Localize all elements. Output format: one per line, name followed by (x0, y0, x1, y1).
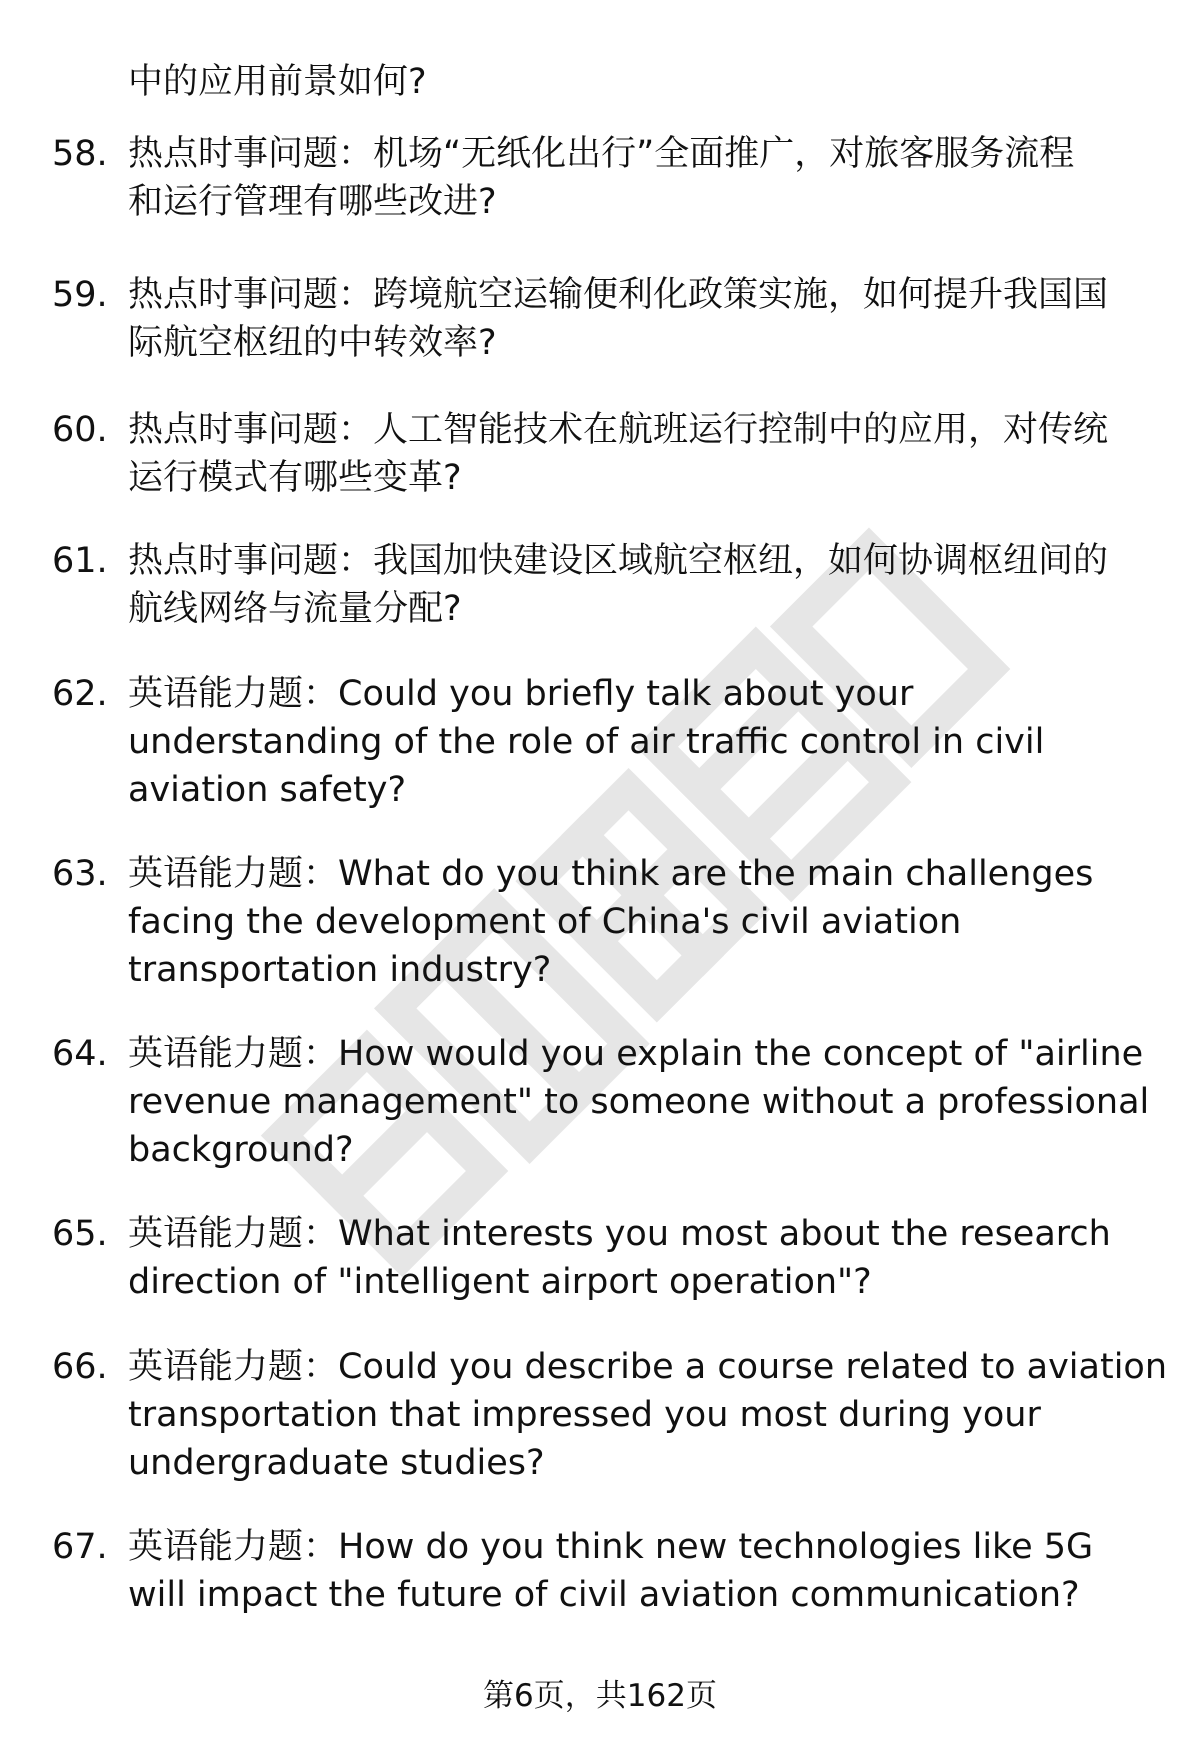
question-text: 热点时事问题：我国加快建设区域航空枢纽，如何协调枢纽间的 航线网络与流量分配? (128, 541, 1109, 629)
question-text: 英语能力题：What interests you most about the research direction of "intelligent airport operation"? (128, 1214, 1111, 1302)
question-number: 66. (52, 1347, 108, 1387)
question-number: 62. (52, 674, 108, 714)
question-text: 热点时事问题：机场“无纸化出行”全面推广，对旅客服务流程 和运行管理有哪些改进? (128, 134, 1075, 222)
question-number: 58. (52, 134, 108, 174)
question-text: 英语能力题：How do you think new technologies like 5G will impact the future of civil aviation communication? (128, 1527, 1094, 1615)
question-number: 63. (52, 854, 108, 894)
question-number: 59. (52, 275, 108, 315)
question-text: 热点时事问题：跨境航空运输便利化政策实施，如何提升我国国 际航空枢纽的中转效率? (128, 275, 1109, 363)
question-number: 67. (52, 1527, 108, 1567)
question-number: 64. (52, 1034, 108, 1074)
question-number: 60. (52, 410, 108, 450)
continuation-text: 中的应用前景如何? (128, 62, 427, 102)
question-text: 英语能力题：What do you think are the main challenges facing the development of China's civil aviation transportation industry? (128, 854, 1094, 990)
question-text: 热点时事问题：人工智能技术在航班运行控制中的应用，对传统 运行模式有哪些变革? (128, 410, 1109, 498)
question-text: 英语能力题：Could you briefly talk about your understanding of the role of air traffic control in civil aviation safety? (128, 674, 1045, 810)
question-text: 英语能力题：Could you describe a course related to aviation transportation that impressed you most during your undergraduate studies? (128, 1347, 1168, 1483)
page-footer: 第6页，共162页 (483, 1678, 717, 1714)
question-text: 英语能力题：How would you explain the concept of "airline revenue management" to someone without a professional background? (128, 1034, 1150, 1170)
question-number: 61. (52, 541, 108, 581)
question-number: 65. (52, 1214, 108, 1254)
